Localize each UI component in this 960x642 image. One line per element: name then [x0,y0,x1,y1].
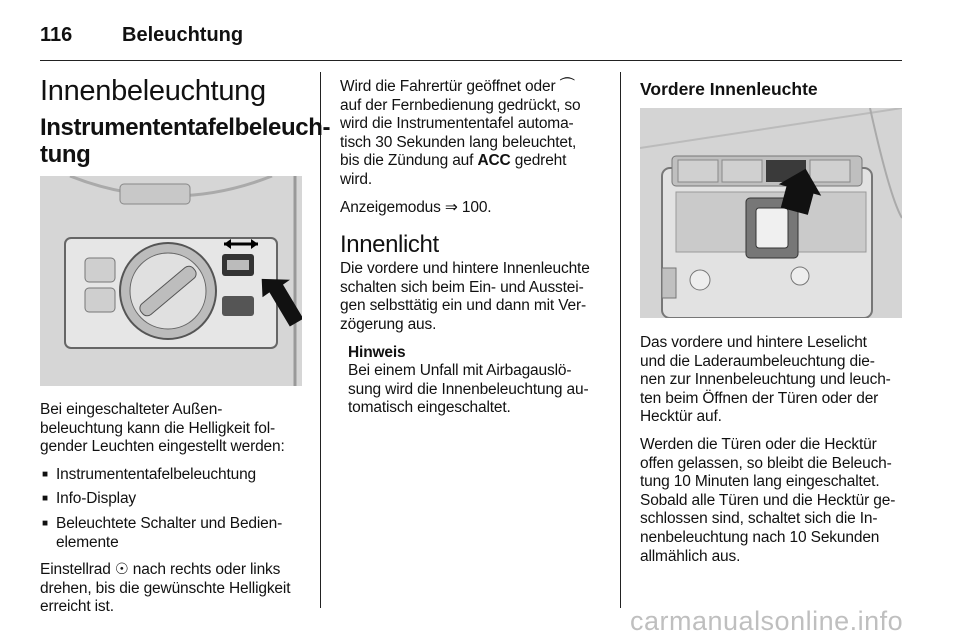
subsection-heading-line2: tung [40,141,91,168]
light-switch-illustration [40,176,302,386]
right-column [640,78,902,100]
right-column-body [640,334,904,566]
column-divider-2 [620,72,621,608]
list-item: ■ Instrumententafelbeleuchtung [40,466,310,485]
middle-column [340,78,610,428]
running-title: Beleuchtung [122,23,244,46]
section-heading: Innenbeleuchtung [40,75,266,107]
note-box [340,344,610,418]
list-item: ■ Info-Display [40,490,310,509]
intro-paragraph: Bei eingeschalteter Außen- beleuchtung kann die Helligkeit fol- gender Leuchten eingestellt werden: [40,401,285,456]
bullet-list [40,466,310,552]
display-mode-paragraph: Anzeigemodus ⇒ 100. [340,198,492,216]
subsection-heading-line1: Instrumententafelbeleuch- [40,114,331,141]
interior-light-paragraph: Die vordere und hintere Innenleuchte schalten sich beim Ein- und Ausstei- gen selbsttätig ein und dann mit Ver- zögerung aus. [340,260,590,333]
driver-door-paragraph: Wird die Fahrertür geöffnet oder ⏜ auf der Fernbedienung gedrückt, so wird die Instrumententafel automa- tisch 30 Sekunden lang beleuchtet, bis die Zündung auf ACC gedreht wird. [340,78,581,188]
front-light-heading: Vordere Innenleuchte [640,79,818,99]
reading-light-paragraph: Das vordere und hintere Leselicht und die Laderaumbeleuchtung die- nen zur Innenbeleuchtung und leuch- ten beim Öffnen der Türen oder der Hecktür auf. [640,334,891,426]
watermark: carmanualsonline.info [630,606,904,636]
left-column [40,74,331,168]
note-title: Hinweis [348,343,406,361]
adjust-paragraph: Einstellrad ☉ nach rechts oder links drehen, bis die gewünschte Helligkeit erreicht ist. [40,561,291,616]
page-header [40,20,243,50]
light-switch-svg [40,176,302,386]
dome-light-svg [640,108,902,318]
doors-open-paragraph: Werden die Türen oder die Hecktür offen gelassen, so bleibt die Beleuch- tung 10 Minuten lang eingeschaltet. Sobald alle Türen und die Hecktür ge- schlossen sind, schaltet sich die In- nenbeleuchtung nach 10 Sekunden allmählich aus. [640,435,896,565]
subsection-heading [40,114,331,168]
column-divider-1 [320,72,321,608]
dome-light-illustration [640,108,902,318]
interior-light-heading: Innenlicht [340,231,439,259]
header-rule [40,60,902,61]
page-number: 116 [40,23,73,46]
left-column-body [40,401,310,617]
note-text: Bei einem Unfall mit Airbagauslö- sung wird die Innenbeleuchtung au- tomatisch eingeschaltet. [348,362,589,417]
list-item: ■ Beleuchtete Schalter und Bedien- elemente [40,515,310,552]
